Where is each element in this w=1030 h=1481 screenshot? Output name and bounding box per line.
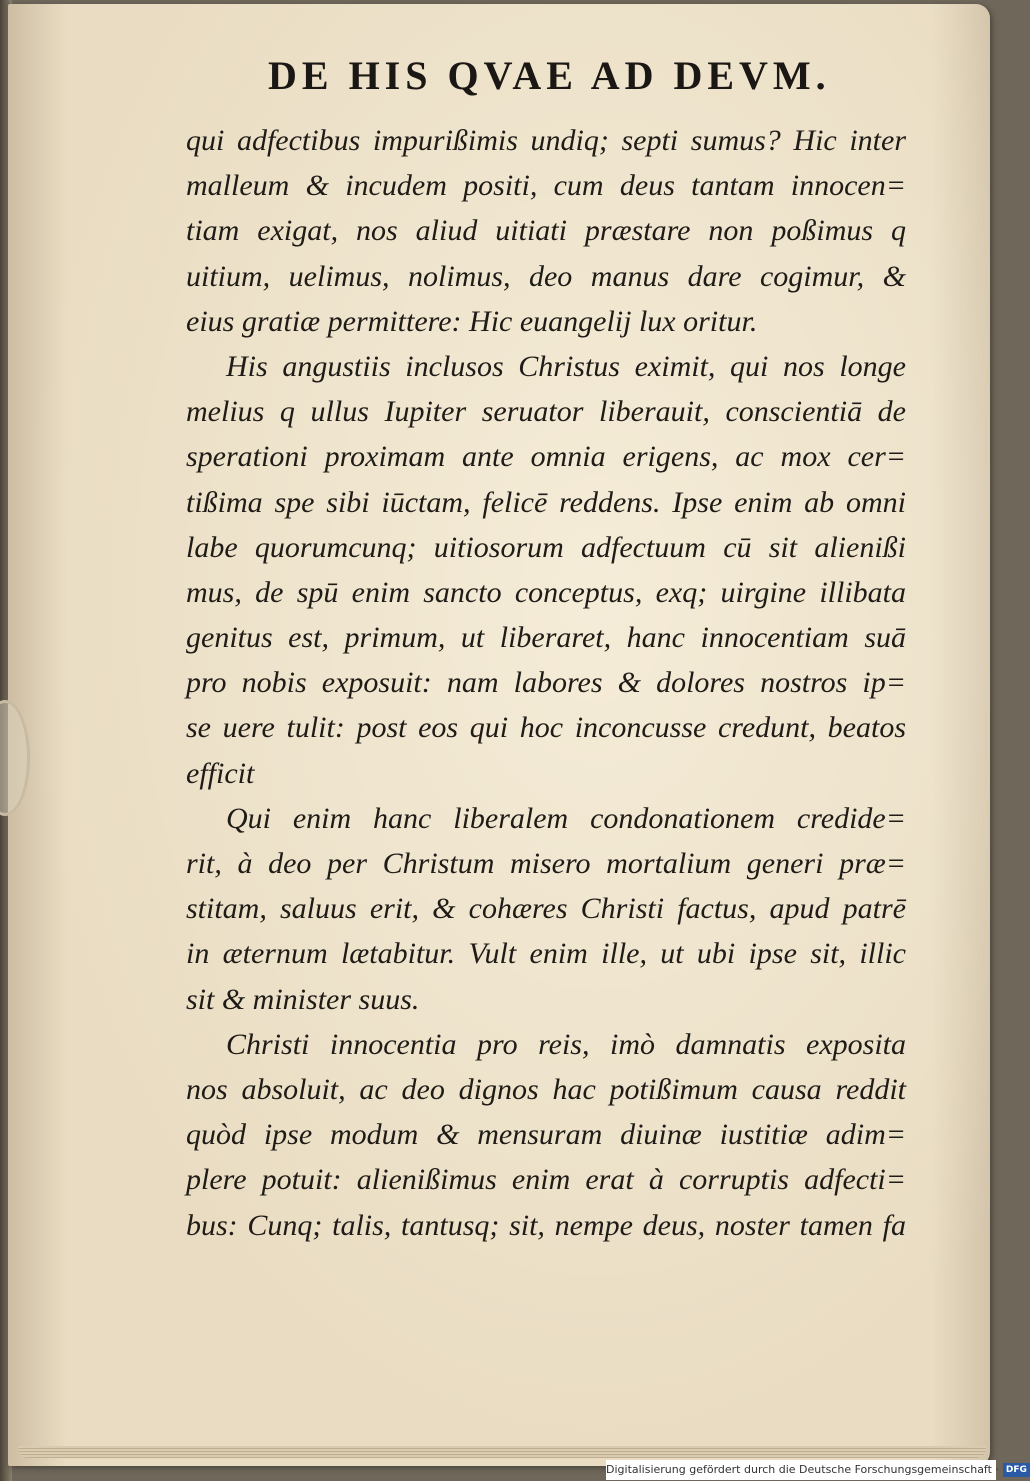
text-line: malleum & incudem positi, cum deus tantam innocen= — [186, 169, 906, 203]
running-head: DE HIS QVAE AD DEVM. — [268, 53, 831, 98]
text-line: tißima spe sibi iūctam, felicē reddens. Ipse enim ab omni — [186, 485, 906, 519]
dfg-logo: DFG — [1003, 1463, 1030, 1477]
text-line: Qui enim hanc liberalem condonationem credide= — [226, 801, 906, 835]
text-line: bus: Cunq; talis, tantusq; sit, nempe deus, noster tamen fa — [186, 1208, 906, 1242]
text-line: tiam exigat, nos aliud uitiati præstare non poßimus q — [186, 214, 906, 248]
text-line: melius q ullus Iupiter seruator liberauit, conscientiā de — [186, 395, 906, 429]
text-line: qui adfectibus impurißimis undiq; septi sumus? Hic inter — [186, 124, 906, 157]
text-line: quòd ipse modum & mensuram diuinæ iustitiæ adim= — [186, 1118, 906, 1152]
text-line: in æternum lætabitur. Vult enim ille, ut ubi ipse sit, illic — [186, 937, 906, 971]
text-line: uitium, uelimus, nolimus, deo manus dare cogimur, & — [186, 259, 906, 293]
text-line: se uere tulit: post eos qui hoc inconcusse credunt, beatos — [186, 711, 906, 745]
text-line: pro nobis exposuit: nam labores & dolores nostros ip= — [186, 666, 906, 700]
text-line: efficit — [186, 756, 255, 790]
digitization-credit — [606, 1460, 1027, 1480]
text-line: genitus est, primum, ut liberaret, hanc innocentiam suā — [186, 621, 906, 655]
text-line: plere potuit: alienißimus enim erat à corruptis adfecti= — [186, 1163, 906, 1197]
text-line: nos absoluit, ac deo dignos hac potißimum causa reddit — [186, 1072, 906, 1106]
text-line: labe quorumcunq; uitiosorum adfectuum cū sit alienißi — [186, 530, 906, 564]
page-edges — [18, 1446, 986, 1458]
body-text — [186, 118, 906, 1248]
text-line: rit, à deo per Christum misero mortalium generi præ= — [186, 847, 906, 880]
text-line: stitam, saluus erit, & cohæres Christi factus, apud patrē — [186, 892, 906, 926]
text-line: Christi innocentia pro reis, imò damnatis exposita — [226, 1027, 906, 1061]
text-line: eius gratiæ permittere: Hic euangelij lux oritur. — [186, 304, 758, 338]
text-line: sperationi proximam ante omnia erigens, ac mox cer= — [186, 440, 906, 474]
text-line: mus, de spū enim sancto conceptus, exq; uirgine illibata — [186, 575, 906, 609]
text-line: His angustiis inclusos Christus eximit, qui nos longe — [226, 349, 906, 383]
text-line: sit & minister suus. — [186, 982, 420, 1016]
credit-text: Digitalisierung gefördert durch die Deutsche Forschungsgemeinschaft · — [606, 1463, 999, 1476]
